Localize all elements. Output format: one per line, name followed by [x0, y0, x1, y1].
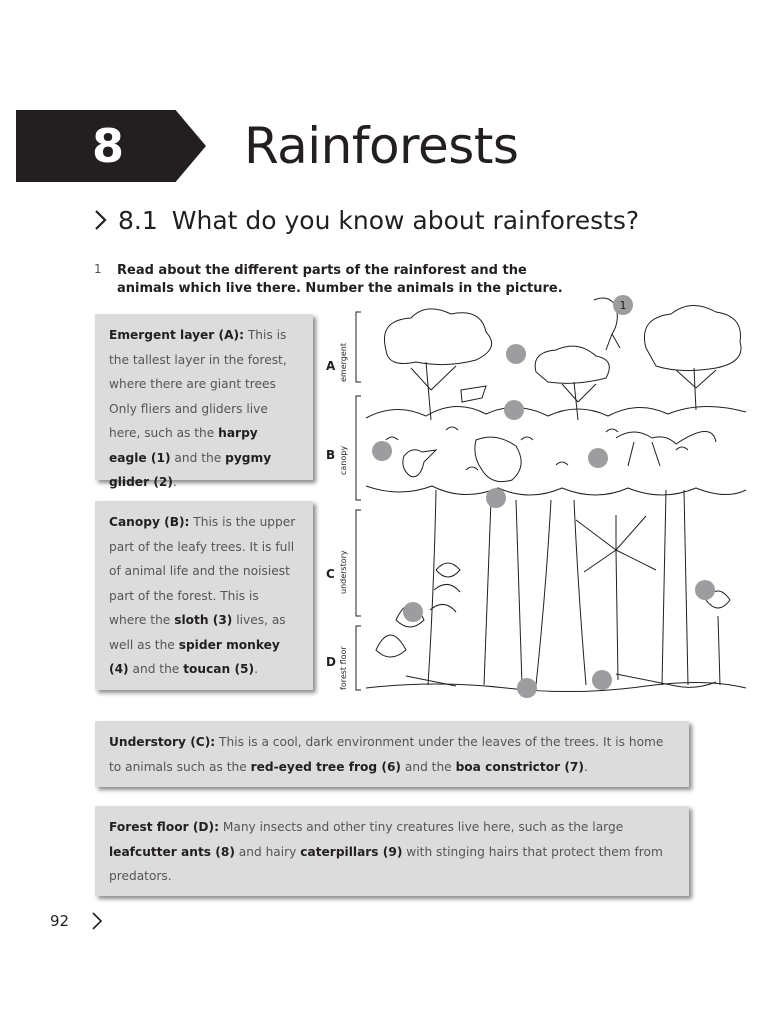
- animal-name: harpy eagle: [109, 426, 258, 465]
- chapter-number: 8: [92, 119, 125, 173]
- animal-number: (2): [149, 475, 173, 489]
- answer-markers: [372, 295, 715, 698]
- section-title: What do you know about rainforests?: [171, 205, 640, 235]
- answer-marker[interactable]: [695, 580, 715, 600]
- layer-brackets: [356, 312, 361, 690]
- answer-marker[interactable]: [504, 400, 524, 420]
- box-text: and the: [170, 450, 226, 465]
- animal-number: (7): [560, 759, 584, 774]
- layer-letter-a: A: [326, 359, 336, 373]
- box-text: and the: [128, 662, 184, 676]
- chevron-right-icon: [90, 207, 112, 233]
- animal-name: sloth: [174, 613, 209, 627]
- box-text: This is the tallest layer in the forest, where there are giant trees Only fliers and gliders live here, such as the: [109, 328, 287, 440]
- chapter-title: Rainforests: [244, 117, 519, 175]
- box-text: and hairy: [234, 844, 301, 859]
- animal-name: boa constrictor: [455, 759, 561, 774]
- box-label: Emergent layer (A):: [109, 328, 244, 342]
- answer-marker[interactable]: [506, 344, 526, 364]
- answer-marker[interactable]: [372, 441, 392, 461]
- answer-marker[interactable]: [517, 678, 537, 698]
- layer-letter-c: C: [326, 567, 335, 581]
- answer-marker[interactable]: [592, 670, 612, 690]
- understory-box: [95, 721, 689, 787]
- animal-number: (6): [377, 759, 401, 774]
- answer-marker[interactable]: [403, 602, 423, 622]
- box-text: This is the upper part of the leafy trees. It is full of animal life and the noisiest part of the forest. This is where the: [109, 515, 296, 627]
- animal-number: (4): [109, 662, 129, 676]
- page-number: 92: [50, 912, 70, 930]
- layer-letter-d: D: [326, 655, 336, 669]
- example-marker-number: 1: [619, 299, 627, 312]
- animal-name: toucan: [183, 662, 231, 676]
- canopy-box: [95, 501, 313, 690]
- answer-marker[interactable]: [588, 448, 608, 468]
- box-text: and the: [401, 759, 456, 774]
- chevron-right-icon: [90, 911, 104, 931]
- forest-line-art: [366, 298, 746, 692]
- animal-number: (3): [208, 613, 233, 627]
- animal-number: (1): [146, 450, 171, 465]
- box-text: lives, as well as the: [109, 613, 286, 652]
- box-text: .: [172, 475, 177, 489]
- rainforest-illustration: [316, 290, 748, 710]
- box-label: Understory (C):: [109, 735, 216, 749]
- section-heading: [90, 200, 639, 240]
- box-text: This is a cool, dark environment under the leaves of the trees. It is home to animals such as the: [109, 735, 664, 774]
- layer-name-emergent: emergent: [339, 343, 348, 382]
- box-label: Forest floor (D):: [109, 820, 219, 834]
- box-text: Many insects and other tiny creatures live here, such as the large: [218, 820, 624, 834]
- animal-name: leafcutter ants: [109, 844, 212, 859]
- section-number: 8.1: [118, 205, 158, 235]
- animal-number: (5): [230, 662, 255, 676]
- emergent-layer-box: [95, 314, 313, 489]
- layer-name-canopy: canopy: [339, 445, 348, 475]
- animal-name: pygmy glider: [109, 450, 272, 489]
- layer-name-understory: understory: [339, 550, 348, 594]
- animal-name: red-eyed tree frog: [250, 759, 378, 774]
- animal-name: spider monkey: [178, 637, 280, 652]
- answer-marker[interactable]: [486, 488, 506, 508]
- exercise-instruction: Read about the different parts of the rainforest and the animals which live there. Number the animals in the picture.: [117, 263, 563, 296]
- layer-letter-b: B: [326, 448, 336, 462]
- animal-number: (9): [378, 844, 403, 859]
- box-text: .: [254, 662, 258, 676]
- layer-name-forest-floor: forest floor: [339, 646, 348, 690]
- animal-number: (8): [211, 844, 235, 859]
- animal-name: caterpillars: [300, 844, 379, 859]
- exercise-number: 1: [94, 262, 102, 276]
- box-text: .: [583, 759, 588, 774]
- box-label: Canopy (B):: [109, 515, 190, 529]
- forest-floor-box: [95, 806, 689, 896]
- box-text: with stinging hairs that protect them from predators.: [109, 844, 663, 883]
